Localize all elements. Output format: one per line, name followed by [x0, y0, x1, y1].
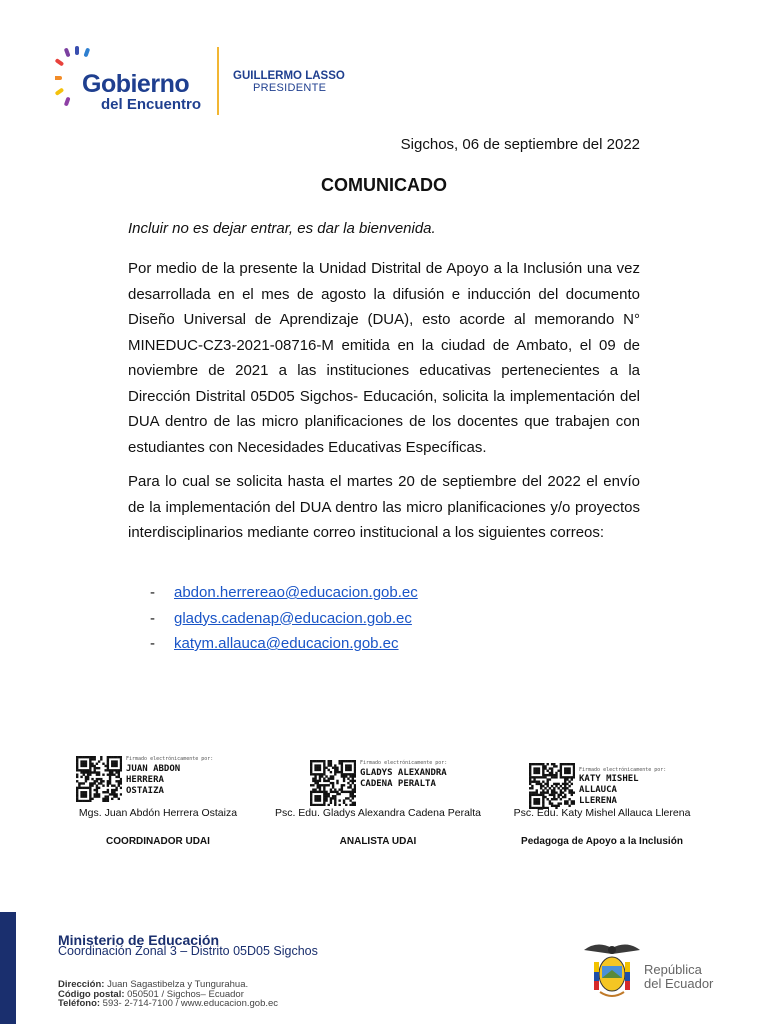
president-name: GUILLERMO LASSO: [233, 70, 345, 82]
signer-name-line: HERRERA: [126, 775, 164, 785]
republic-line: República: [644, 962, 702, 977]
signed-by-label: Firmado electrónicamente por:: [360, 760, 448, 766]
signer-name: [360, 768, 447, 790]
signer-name-line: OSTAIZA: [126, 786, 164, 796]
signer-role-1: COORDINADOR UDAI: [106, 836, 210, 847]
logo-encuentro-text: del Encuentro: [101, 96, 202, 113]
paragraph-2: Para lo cual se solicita hasta el martes 20 de septiembre del 2022 el envío de la implementación del DUA dentro las micro planificaciones y/o proyectos interdisciplinarios mediante correo institucional a los siguientes correos:: [128, 473, 640, 541]
signer-name-line: ALLAUCA: [579, 785, 617, 795]
phone-value: 593- 2-714-7100 / www.educacion.gob.ec: [100, 998, 279, 1009]
list-dash: -: [150, 609, 155, 627]
email-link-abdon[interactable]: abdon.herrereao@educacion.gob.ec: [174, 584, 418, 601]
signer-caption-3: Psc. Edu. Katy Mishel Allauca Llerena: [513, 807, 691, 819]
address-label: Dirección:: [58, 979, 105, 990]
coat-of-arms-icon: [582, 940, 642, 1007]
ministry-zone: Coordinación Zonal 3 – Distrito 05D05 Sigchos: [58, 944, 318, 958]
ministry-name: Ministerio de Educación: [58, 932, 220, 948]
paragraph-1: Por medio de la presente la Unidad Distrital de Apoyo a la Inclusión una vez desarrollada en el mes de agosto la difusión e inducción del documento Diseño Universal de Aprendizaje (DUA), esto acorde al memorando N° MINEDUC-CZ3-2021-08716-M emitida en la ciudad de Ambato, el 09 de noviembre de 2021 a las instituciones educativas pertenecientes a la Dirección Distrital 05D05 Sigchos- Educación, solicita la implementación del DUA dentro de las micro planificaciones de los docentes que trabajen con estudiantes con Necesidades Educativas Específicas.: [128, 260, 640, 456]
signer-caption-2: Psc. Edu. Gladys Alexandra Cadena Peralta: [274, 807, 482, 819]
letter-date: Sigchos, 06 de septiembre del 2022: [400, 136, 640, 153]
signer-role-3: Pedagoga de Apoyo a la Inclusión: [521, 836, 683, 847]
email-list: [150, 580, 418, 657]
footer-address: [58, 980, 278, 1009]
list-dash: -: [150, 584, 155, 601]
logo-gobierno-text: Gobierno: [82, 70, 190, 98]
signed-by-label: Firmado electrónicamente por:: [579, 767, 667, 773]
signer-name-line: GLADYS ALEXANDRA: [360, 768, 447, 778]
qr-code-icon: [310, 760, 356, 811]
republic-line: del Ecuador: [644, 976, 714, 991]
footer-accent-bar: [0, 912, 16, 1024]
letter-title: COMUNICADO: [321, 175, 447, 195]
postal-value: 050501 / Sigchos– Ecuador: [124, 988, 244, 1000]
signer-name: [126, 764, 180, 797]
signer-name-line: KATY MISHEL: [579, 774, 639, 784]
republic-label: [644, 963, 713, 991]
signed-by-label: Firmado electrónicamente por:: [126, 756, 214, 762]
signer-name: [579, 774, 639, 807]
list-item: [150, 580, 418, 606]
email-link-gladys[interactable]: gladys.cadenap@educacion.gob.ec: [174, 609, 412, 627]
address-value: Juan Sagastibelza y Tungurahua.: [104, 979, 249, 990]
signer-name-line: LLERENA: [579, 796, 617, 806]
signer-caption-1: Mgs. Juan Abdón Herrera Ostaiza: [78, 807, 238, 819]
phone-label: Teléfono:: [58, 998, 101, 1009]
signer-name-line: CADENA PERALTA: [360, 779, 436, 789]
list-dash: -: [150, 635, 155, 652]
president-title: PRESIDENTE: [253, 82, 327, 94]
header-divider: [217, 47, 219, 115]
list-item: [150, 606, 418, 632]
qr-code-icon: [76, 756, 122, 807]
postal-label: Código postal:: [58, 988, 125, 1000]
signer-name-line: JUAN ABDON: [126, 764, 181, 774]
letter-motto: Incluir no es dejar entrar, es dar la bienvenida.: [128, 220, 436, 237]
email-link-katy[interactable]: katym.allauca@educacion.gob.ec: [174, 635, 399, 652]
signer-role-2: ANALISTA UDAI: [339, 836, 417, 847]
list-item: [150, 631, 418, 657]
